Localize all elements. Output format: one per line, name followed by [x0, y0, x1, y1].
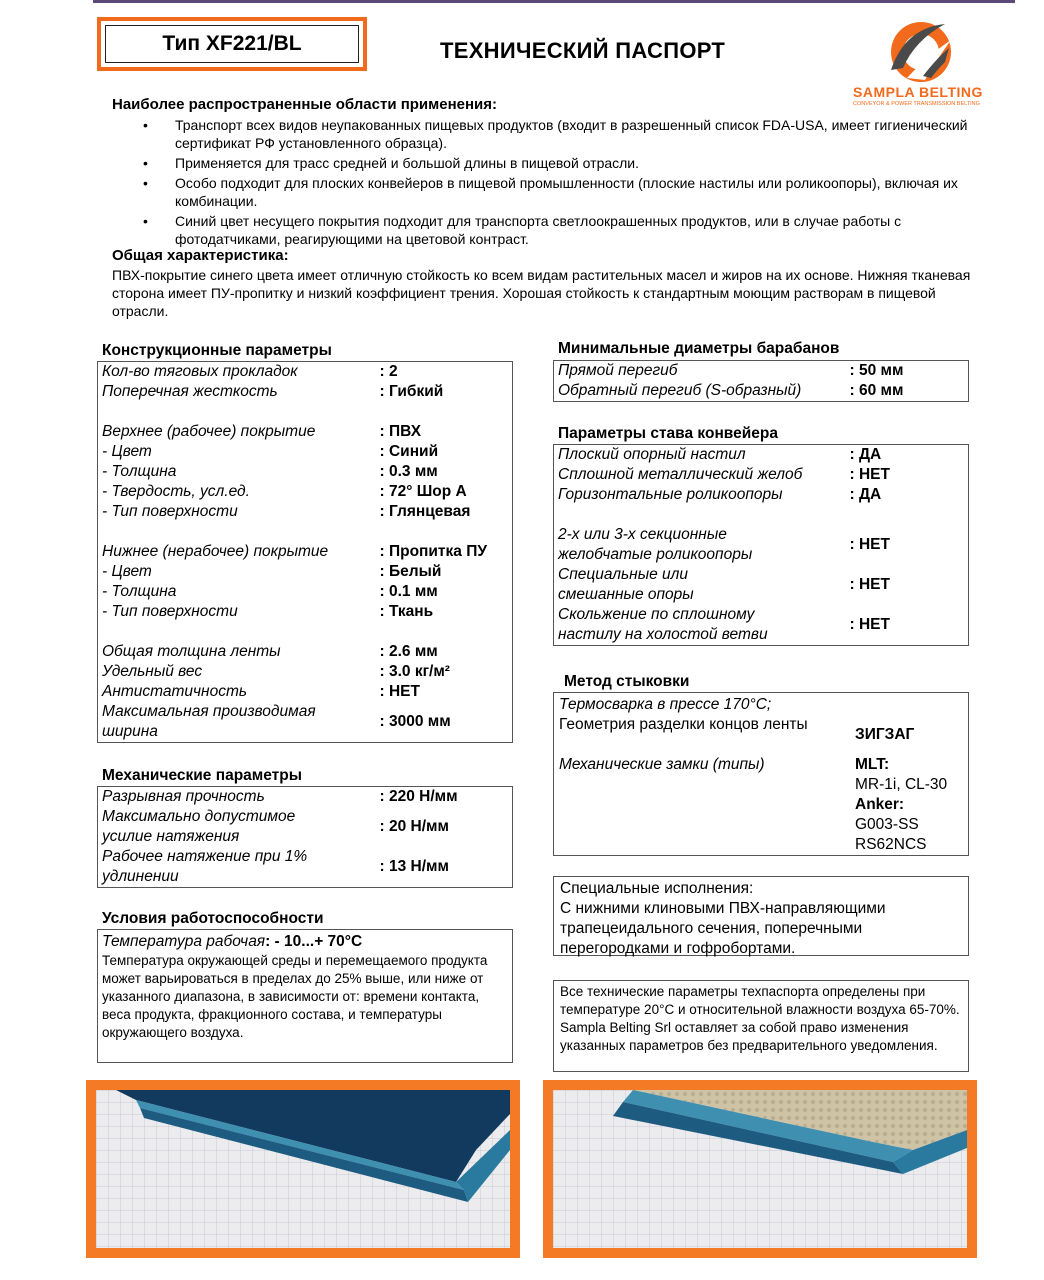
mechanical-heading: Механические параметры [102, 767, 302, 784]
mech-locks-label: Механические замки (типы) [559, 756, 765, 773]
anker-label: Anker: [855, 796, 905, 813]
table-row: Кол-во тяговых прокладок : 2 [102, 363, 398, 380]
list-item: • Применяется для трасс средней и большой длины в пищевой отрасли. [143, 155, 640, 171]
table-row: - Толщина : 0.3 мм [102, 463, 438, 480]
table-row: Рабочее натяжение при 1% удлинении : 13 Н/мм [102, 848, 449, 885]
table-row: - Тип поверхности : Ткань [102, 603, 434, 620]
belt-photo-top [86, 1080, 520, 1258]
top-rule [93, 0, 1015, 3]
special-text: С нижними клиновыми ПВХ-направляющими трапецеидального сечения, поперечными перегородками и гофробортами. [560, 900, 886, 957]
table-row: Максимально допустимое усилие натяжения : 20 Н/мм [102, 808, 449, 845]
list-item: • Транспорт всех видов неупакованных пищевых продуктов (входит в разрешенный список FDA-USA, имеет гигиенический сертификат РФ установленного образца). [143, 117, 968, 151]
belt-blue-image [96, 1090, 510, 1248]
note-box [553, 980, 969, 1072]
list-item: • Синий цвет несущего покрытия подходит для транспорта светлоокрашенных продуктов, или в случае работы с фотодатчиками, реагирующими на цветовой контраст. [143, 213, 902, 247]
working-box [97, 929, 513, 1063]
table-row: Общая толщина ленты : 2.6 мм [102, 643, 438, 660]
table-row: - Тип поверхности : Глянцевая [102, 503, 471, 520]
locks-list [855, 755, 947, 855]
table-row: - Толщина : 0.1 мм [102, 583, 438, 600]
company-logo [845, 18, 995, 110]
table-row [98, 402, 513, 422]
mechanical-table [97, 786, 513, 888]
applications-heading: Наиболее распространенные области применения: [112, 96, 498, 113]
type-badge [97, 17, 367, 71]
drums-heading: Минимальные диаметры барабанов [558, 340, 840, 357]
table-row: Прямой перегиб : 50 мм [558, 362, 904, 379]
hot-welding-label: Термосварка в прессе 170°C; [559, 696, 772, 713]
table-row [98, 522, 513, 542]
table-row: Удельный вес : 3.0 кг/м² [102, 663, 450, 680]
working-heading: Условия работоспособности [102, 910, 324, 927]
list-item: • Особо подходит для плоских конвейеров в пищевой промышленности (плоские настилы или роликоопоры), включая их комбинации. [143, 175, 958, 209]
belt-photo-bottom [543, 1080, 977, 1258]
type-label: Тип XF221/BL [105, 25, 359, 63]
temp-value: : - 10...+ 70°C [265, 933, 363, 950]
document-title: ТЕХНИЧЕСКИЙ ПАСПОРТ [440, 38, 726, 63]
construction-table [97, 361, 513, 743]
frame-heading: Параметры става конвейера [558, 425, 778, 442]
table-row: Разрывная прочность : 220 Н/мм [102, 788, 458, 805]
mlt-label: MLT: [855, 756, 890, 773]
applications-list [118, 116, 998, 250]
joining-box [553, 692, 969, 856]
joining-heading: Метод стыковки [564, 673, 690, 690]
table-row: Специальные или смешанные опоры : НЕТ [558, 566, 890, 603]
general-heading: Общая характеристика: [112, 247, 289, 264]
logo-name: SAMPLA BELTING [853, 84, 983, 100]
drums-table [553, 360, 969, 402]
construction-heading: Конструкционные параметры [102, 342, 332, 359]
table-row: - Твердость, усл.ед. : 72° Шор А [102, 483, 467, 500]
logo-tagline: CONVEYOR & POWER TRANSMISSION BELTING [853, 101, 980, 107]
table-row [98, 622, 513, 642]
mlt-value: MR-1i, CL-30 [855, 776, 948, 793]
note-text: Все технические параметры техпаспорта определены при температуре 20°C и относительной влажности воздуха 65-70%. Sampla Belting Srl оставляет за собой право изменения указанных параметров без предварительного уведомления. [560, 984, 960, 1053]
special-box [553, 876, 969, 956]
table-row: Поперечная жесткость : Гибкий [102, 383, 444, 400]
table-row: Верхнее (рабочее) покрытие : ПВХ [102, 423, 422, 440]
table-row: Антистатичность : НЕТ [102, 683, 420, 700]
geometry-value: ЗИГЗАГ [855, 726, 915, 743]
general-text: ПВХ-покрытие синего цвета имеет отличную стойкость ко всем видам растительных масел и жиров на их основе. Нижняя тканевая сторона имеет ПУ-пропитку и низкий коэффициент трения. Хорошая стойкость к стандартным моющим растворам в пищевой отрасли. [112, 267, 971, 319]
table-row: Плоский опорный настил : ДА [558, 446, 882, 463]
anker-value-1: G003-SS [855, 816, 919, 833]
table-row: - Цвет : Синий [102, 443, 439, 460]
working-text: Температура окружающей среды и перемещаемого продукта может варьироваться в пределах до 25% выше, или ниже от указанного диапазона, в зависимости от: времени контакта, веса продукта, фракционного состава, и температуры окружающего воздуха. [102, 953, 488, 1040]
anker-value-2: RS62NCS [855, 836, 927, 853]
special-title: Специальные исполнения: [560, 880, 754, 897]
geometry-label: Геометрия разделки концов ленты [559, 716, 808, 733]
table-row: Максимальная производимая ширина : 3000 мм [102, 703, 451, 740]
belt-fabric-image [553, 1090, 967, 1248]
table-row [554, 505, 969, 525]
table-row: - Цвет : Белый [102, 563, 442, 580]
temp-label: Температура рабочая [102, 933, 266, 950]
table-row: Сплошной металлический желоб : НЕТ [558, 466, 890, 483]
table-row: Обратный перегиб (S-образный) : 60 мм [558, 382, 904, 399]
table-row: 2-х или 3-х секционные желобчатые роликоопоры : НЕТ [558, 526, 890, 563]
table-row: Нижнее (нерабочее) покрытие : Пропитка ПУ [102, 543, 487, 560]
table-row: Горизонтальные роликоопоры : ДА [558, 486, 882, 503]
table-row: Скольжение по сплошному настилу на холостой ветви : НЕТ [558, 606, 890, 643]
frame-table [553, 444, 969, 646]
